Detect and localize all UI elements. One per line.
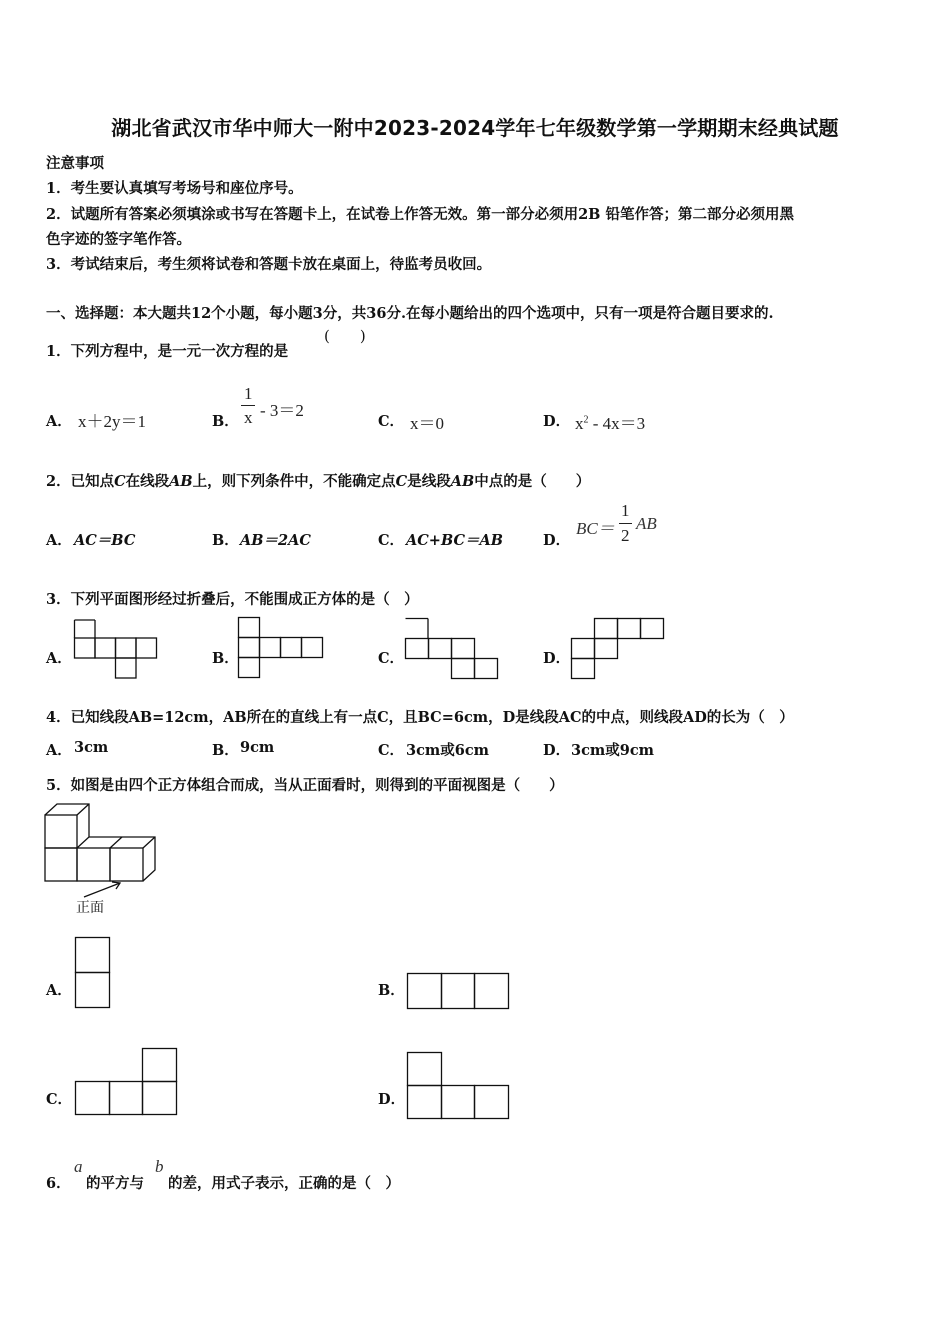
q4-option-a-label: A．: [46, 742, 72, 759]
q4-option-b-label: B．: [212, 742, 239, 759]
q5-option-d-label: D．: [378, 1091, 406, 1108]
q1-option-b-numerator: 1: [244, 384, 253, 403]
q2-option-d-left: BC＝: [576, 519, 615, 538]
fraction-bar: [241, 405, 255, 406]
q1-d-base: x: [575, 414, 584, 433]
q2-option-d-numerator: 1: [621, 501, 630, 520]
q2-text: 是线段: [407, 473, 451, 490]
q6-var-a: a: [74, 1157, 83, 1176]
q5-option-c-view: [75, 1048, 179, 1118]
q1-option-d-label: D．: [543, 413, 571, 430]
q2-text: 中点的是（ ）: [474, 473, 591, 490]
q3-option-d-label: D．: [543, 650, 571, 667]
fraction-bar: [619, 523, 632, 524]
q5-option-c-label: C．: [46, 1091, 73, 1108]
question-6-number: 6．: [46, 1175, 71, 1192]
section-heading: 一、选择题：本大题共12个小题，每小题3分，共36分.在每小题给出的四个选项中，只有一项是符合题目要求的.: [46, 305, 774, 322]
q2-option-d-label: D．: [543, 532, 571, 549]
notice-item: 1．考生要认真填写考场号和座位序号。: [46, 180, 303, 197]
question-5-stem: 5．如图是由四个正方体组合而成，当从正面看时，则得到的平面视图是（ ）: [46, 777, 564, 794]
q2-option-a-label: A．: [46, 532, 72, 549]
q1-option-b-denominator: x: [244, 408, 253, 427]
q3-option-c-net: [405, 618, 501, 680]
q2-text: 上，则下列条件中，不能确定点: [192, 473, 396, 490]
q3-option-c-label: C．: [378, 650, 405, 667]
page-title: 湖北省武汉市华中师大一附中2023-2024学年七年级数学第一学期期末经典试题: [111, 116, 839, 140]
q2-option-b: AB＝2AC: [240, 532, 311, 549]
q3-option-a-label: A．: [46, 650, 72, 667]
q5-option-a-view: [75, 937, 111, 1009]
question-3-stem: 3．下列平面图形经过折叠后，不能围成正方体的是（ ）: [46, 591, 419, 608]
q5-option-b-view: [407, 973, 511, 1011]
q3-option-d-net: [571, 618, 667, 680]
q2-var: AB: [450, 473, 475, 490]
notice-item: 3．考试结束后，考生须将试卷和答题卡放在桌面上，待监考员收回。: [46, 256, 492, 273]
q5-option-a-label: A．: [46, 982, 72, 999]
q5-option-d-view: [407, 1052, 511, 1122]
q1-d-rest: - 4x＝3: [592, 414, 646, 433]
q2-option-d-right: AB: [636, 514, 657, 533]
q2-option-c-label: C．: [378, 532, 405, 549]
q1-option-a-label: A．: [46, 413, 72, 430]
q4-option-b: 9cm: [240, 739, 275, 756]
q3-option-b-net: [238, 617, 324, 679]
q6-text: 的平方与: [86, 1175, 144, 1192]
q1-option-a: x＋2y＝1: [78, 412, 146, 431]
q2-var: C: [395, 473, 408, 490]
front-view-label: 正面: [76, 900, 104, 916]
q4-option-a: 3cm: [74, 739, 109, 756]
q3-option-b-label: B．: [212, 650, 239, 667]
q1-option-b-rest: - 3＝2: [260, 401, 304, 420]
q5-option-b-label: B．: [378, 982, 405, 999]
q1-option-c-label: C．: [378, 413, 405, 430]
q4-option-d-label: D．: [543, 742, 571, 759]
q4-option-d: 3cm或9cm: [571, 742, 655, 759]
q2-var: AB: [169, 473, 193, 490]
notice-heading: 注意事项: [46, 155, 104, 172]
q4-option-c-label: C．: [378, 742, 405, 759]
q6-text: 的差，用式子表示，正确的是（ ）: [168, 1175, 400, 1192]
q5-cube-figure: [44, 802, 160, 892]
question-2-stem: [46, 470, 590, 491]
q1-option-b-label: B．: [212, 413, 239, 430]
q3-option-a-net: [74, 620, 158, 680]
notice-item: 2．试题所有答案必须填涂或书写在答题卡上，在试卷上作答无效。第一部分必须用2B 铅笔作答；第二部分必须用黑: [46, 206, 794, 223]
q2-option-a: AC＝BC: [74, 532, 136, 549]
q2-text: 在线段: [125, 473, 170, 490]
q2-var: C: [114, 473, 126, 490]
q6-var-b: b: [155, 1157, 164, 1176]
question-1-stem: 1．下列方程中，是一元一次方程的是: [46, 343, 289, 360]
question-4-stem: 4．已知线段AB=12cm，AB所在的直线上有一点C，且BC=6cm，D是线段AC的中点，则线段AD的长为（ ）: [46, 709, 794, 726]
q1-option-c: x＝0: [410, 414, 444, 433]
q2-option-c: AC+BC＝AB: [406, 532, 504, 549]
question-1-paren: ( ): [324, 327, 366, 345]
q1-option-d: [575, 409, 645, 434]
q2-option-d-denominator: 2: [621, 526, 630, 545]
q2-text: 2．已知点: [46, 473, 115, 490]
notice-item: 色字迹的签字笔作答。: [46, 231, 191, 248]
q4-option-c: 3cm或6cm: [406, 742, 490, 759]
q2-option-b-label: B．: [212, 532, 239, 549]
q1-d-exponent: 2: [583, 414, 589, 426]
